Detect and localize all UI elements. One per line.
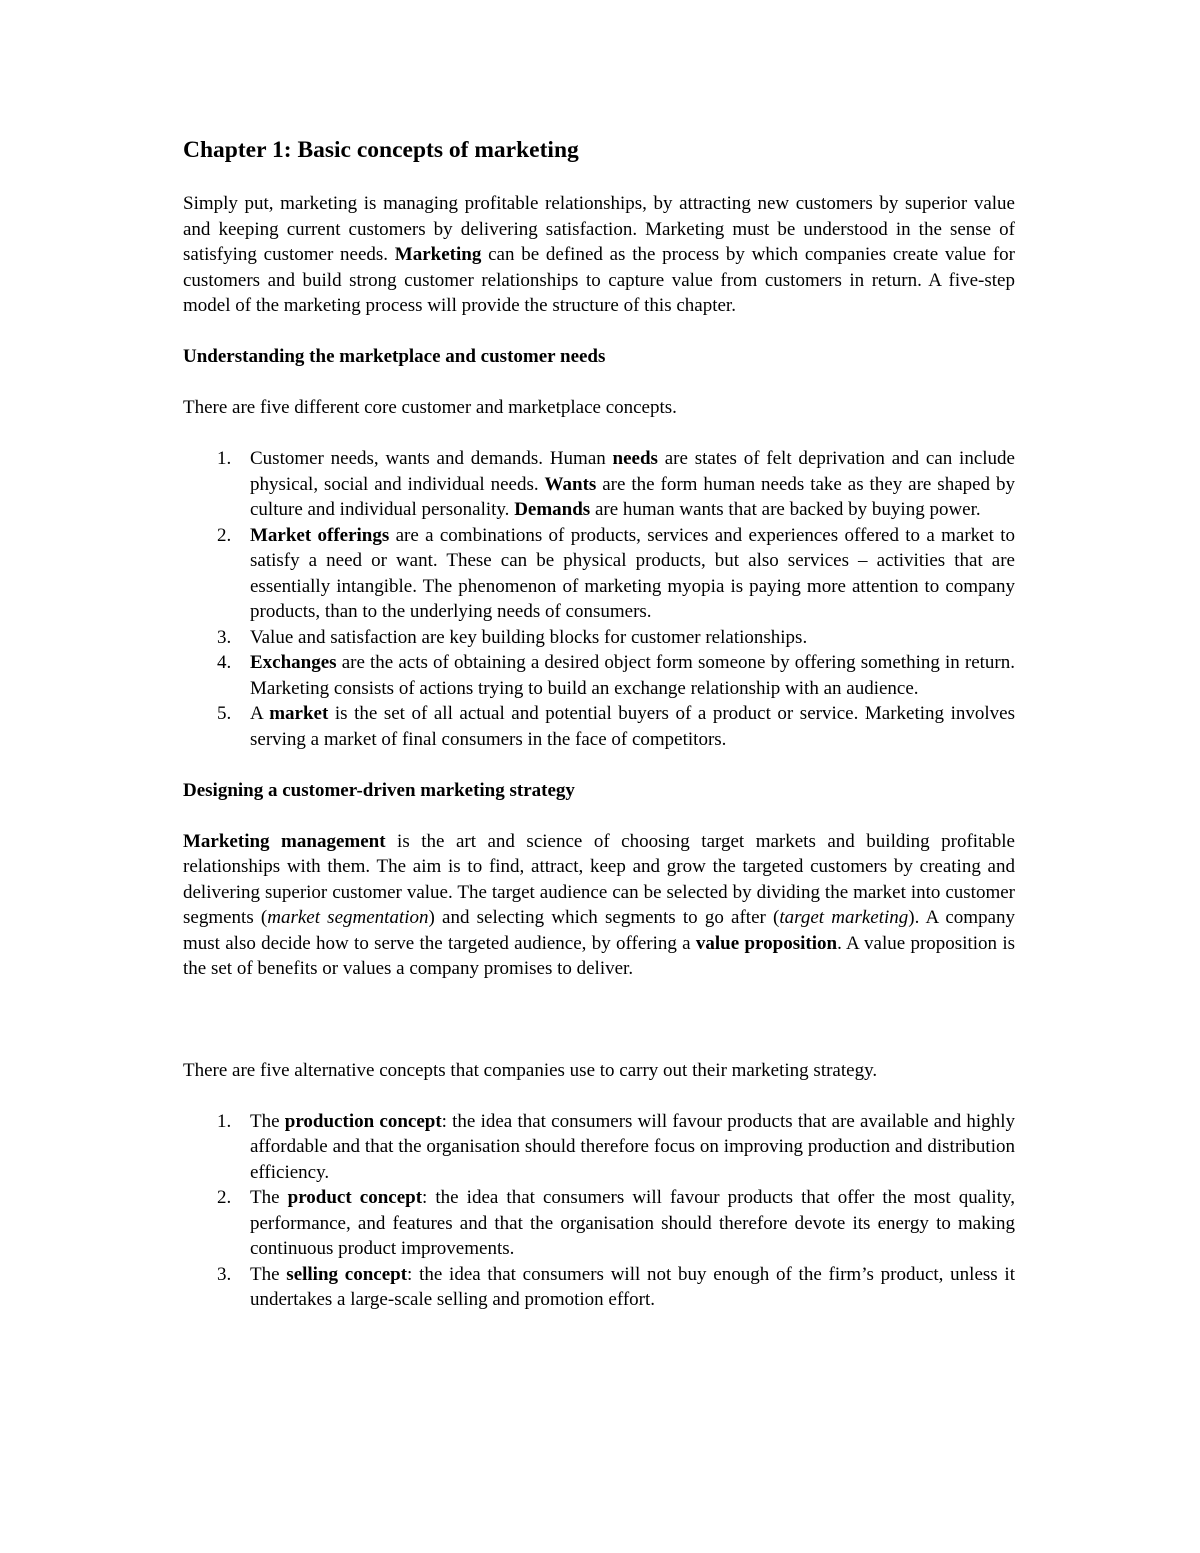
list-item: [183, 650, 1015, 701]
list-item: [183, 523, 1015, 625]
list-bold-term: selling concept: [286, 1263, 408, 1285]
core-concepts-list: [183, 446, 1015, 752]
list-item: [183, 1262, 1015, 1313]
list-bold-term: product concept: [287, 1187, 423, 1208]
list-text: are states of felt deprivation and can include physical, social and individual needs.: [250, 448, 1015, 495]
intro-paragraph: [183, 191, 1015, 319]
list-bold-term: Market offerings: [250, 524, 390, 546]
list-text: is the set of all actual and potential buyers of a product or service. Marketing involves serving a market of final consumers in the face of competitors.: [250, 703, 1015, 750]
intro-text-2: can be defined as the process by which companies create value for customers and build strong customer relationships to capture value from customers in return. A five-step model of the marketing process will provide the structure of this chapter.: [183, 244, 1015, 316]
section2-lead: There are five alternative concepts that companies use to carry out their marketing strategy.: [183, 1059, 878, 1081]
list-text: : the idea that consumers will not buy enough of the firm’s product, unless it undertakes a large-scale selling and promotion effort.: [250, 1263, 1015, 1310]
bold-term: value proposition: [695, 932, 838, 954]
list-text: Value and satisfaction are key building blocks for customer relationships.: [250, 626, 808, 648]
list-text: are human wants that are backed by buying power.: [590, 499, 981, 520]
paragraph-text: is the art and science of choosing target markets and building profitable relationships with them. The aim is to find, attract, keep and grow the targeted customers by creating and delivering superior customer value. The target audience can be selected by dividing the market into customer segments (: [183, 830, 1015, 928]
list-number: 3.: [217, 626, 232, 648]
list-text: A: [250, 703, 270, 724]
list-text: Customer needs, wants and demands. Human: [250, 448, 613, 469]
list-item: [183, 1185, 1015, 1262]
list-text: : the idea that consumers will favour products that are available and highly affordable and that the organisation should therefore focus on improving production and distribution efficiency.: [250, 1110, 1015, 1183]
list-bold-term: market: [269, 703, 329, 724]
list-text: The: [250, 1263, 287, 1285]
list-text: The: [250, 1110, 285, 1132]
list-bold-term: Wants: [544, 473, 597, 495]
paragraph-text: ) and selecting which segments to go after (: [428, 907, 780, 928]
list-text: : the idea that consumers will favour products that offer the most quality, performance, and features and that the organisation should therefore devote its energy to making continuous product improvements.: [250, 1187, 1015, 1259]
list-item: [183, 1109, 1015, 1186]
list-number: 3.: [217, 1263, 232, 1285]
intro-text-1: Simply put, marketing is managing profitable relationships, by attracting new customers by superior value and keeping current customers by delivering satisfaction. Marketing must be understood in the sense of satisfying customer needs.: [183, 193, 1015, 265]
list-item: [183, 701, 1015, 752]
marketing-management-paragraph: [183, 829, 1015, 982]
section-heading-strategy: Designing a customer-driven marketing strategy: [183, 779, 575, 801]
list-number: 1.: [217, 1110, 232, 1132]
italic-term: target marketing: [779, 907, 909, 928]
list-item: [183, 625, 1015, 651]
paragraph-text: ). A company must also decide how to serve the targeted audience, by offering a: [183, 907, 1016, 954]
alternative-concepts-list: [183, 1109, 1015, 1313]
list-text: are a combinations of products, services and experiences offered to a market to satisfy a need or want. These can be physical products, but also services – activities that are essentially intangible. The phenomenon of marketing myopia is paying more attention to company products, than to the underlying needs of consumers.: [250, 524, 1015, 622]
paragraph-text: . A value proposition is the set of benefits or values a company promises to deliver.: [183, 932, 1016, 979]
list-bold-term: production concept: [284, 1110, 442, 1132]
list-bold-term: Exchanges: [250, 652, 337, 673]
section-heading-marketplace: Understanding the marketplace and customer needs: [183, 346, 606, 367]
list-item: [183, 446, 1015, 523]
list-text: The: [250, 1187, 288, 1208]
list-text: are the form human needs take as they are shaped by culture and individual personality.: [250, 473, 1015, 520]
list-number: 2.: [217, 524, 232, 546]
bold-term: Marketing management: [183, 830, 386, 852]
list-number: 1.: [217, 448, 232, 469]
document-page: [183, 134, 1015, 1313]
italic-term: market segmentation: [267, 907, 429, 928]
section1-lead: There are five different core customer and marketplace concepts.: [183, 397, 677, 418]
list-number: 5.: [217, 703, 232, 724]
list-number: 2.: [217, 1187, 232, 1208]
chapter-title: Chapter 1: Basic concepts of marketing: [183, 137, 579, 163]
list-text: are the acts of obtaining a desired object form someone by offering something in return. Marketing consists of actions trying to build an exchange relationship with an audience.: [250, 652, 1015, 699]
intro-bold-marketing: Marketing: [394, 244, 482, 265]
list-bold-term: Demands: [514, 499, 591, 520]
list-bold-term: needs: [612, 448, 658, 469]
list-number: 4.: [217, 652, 232, 673]
